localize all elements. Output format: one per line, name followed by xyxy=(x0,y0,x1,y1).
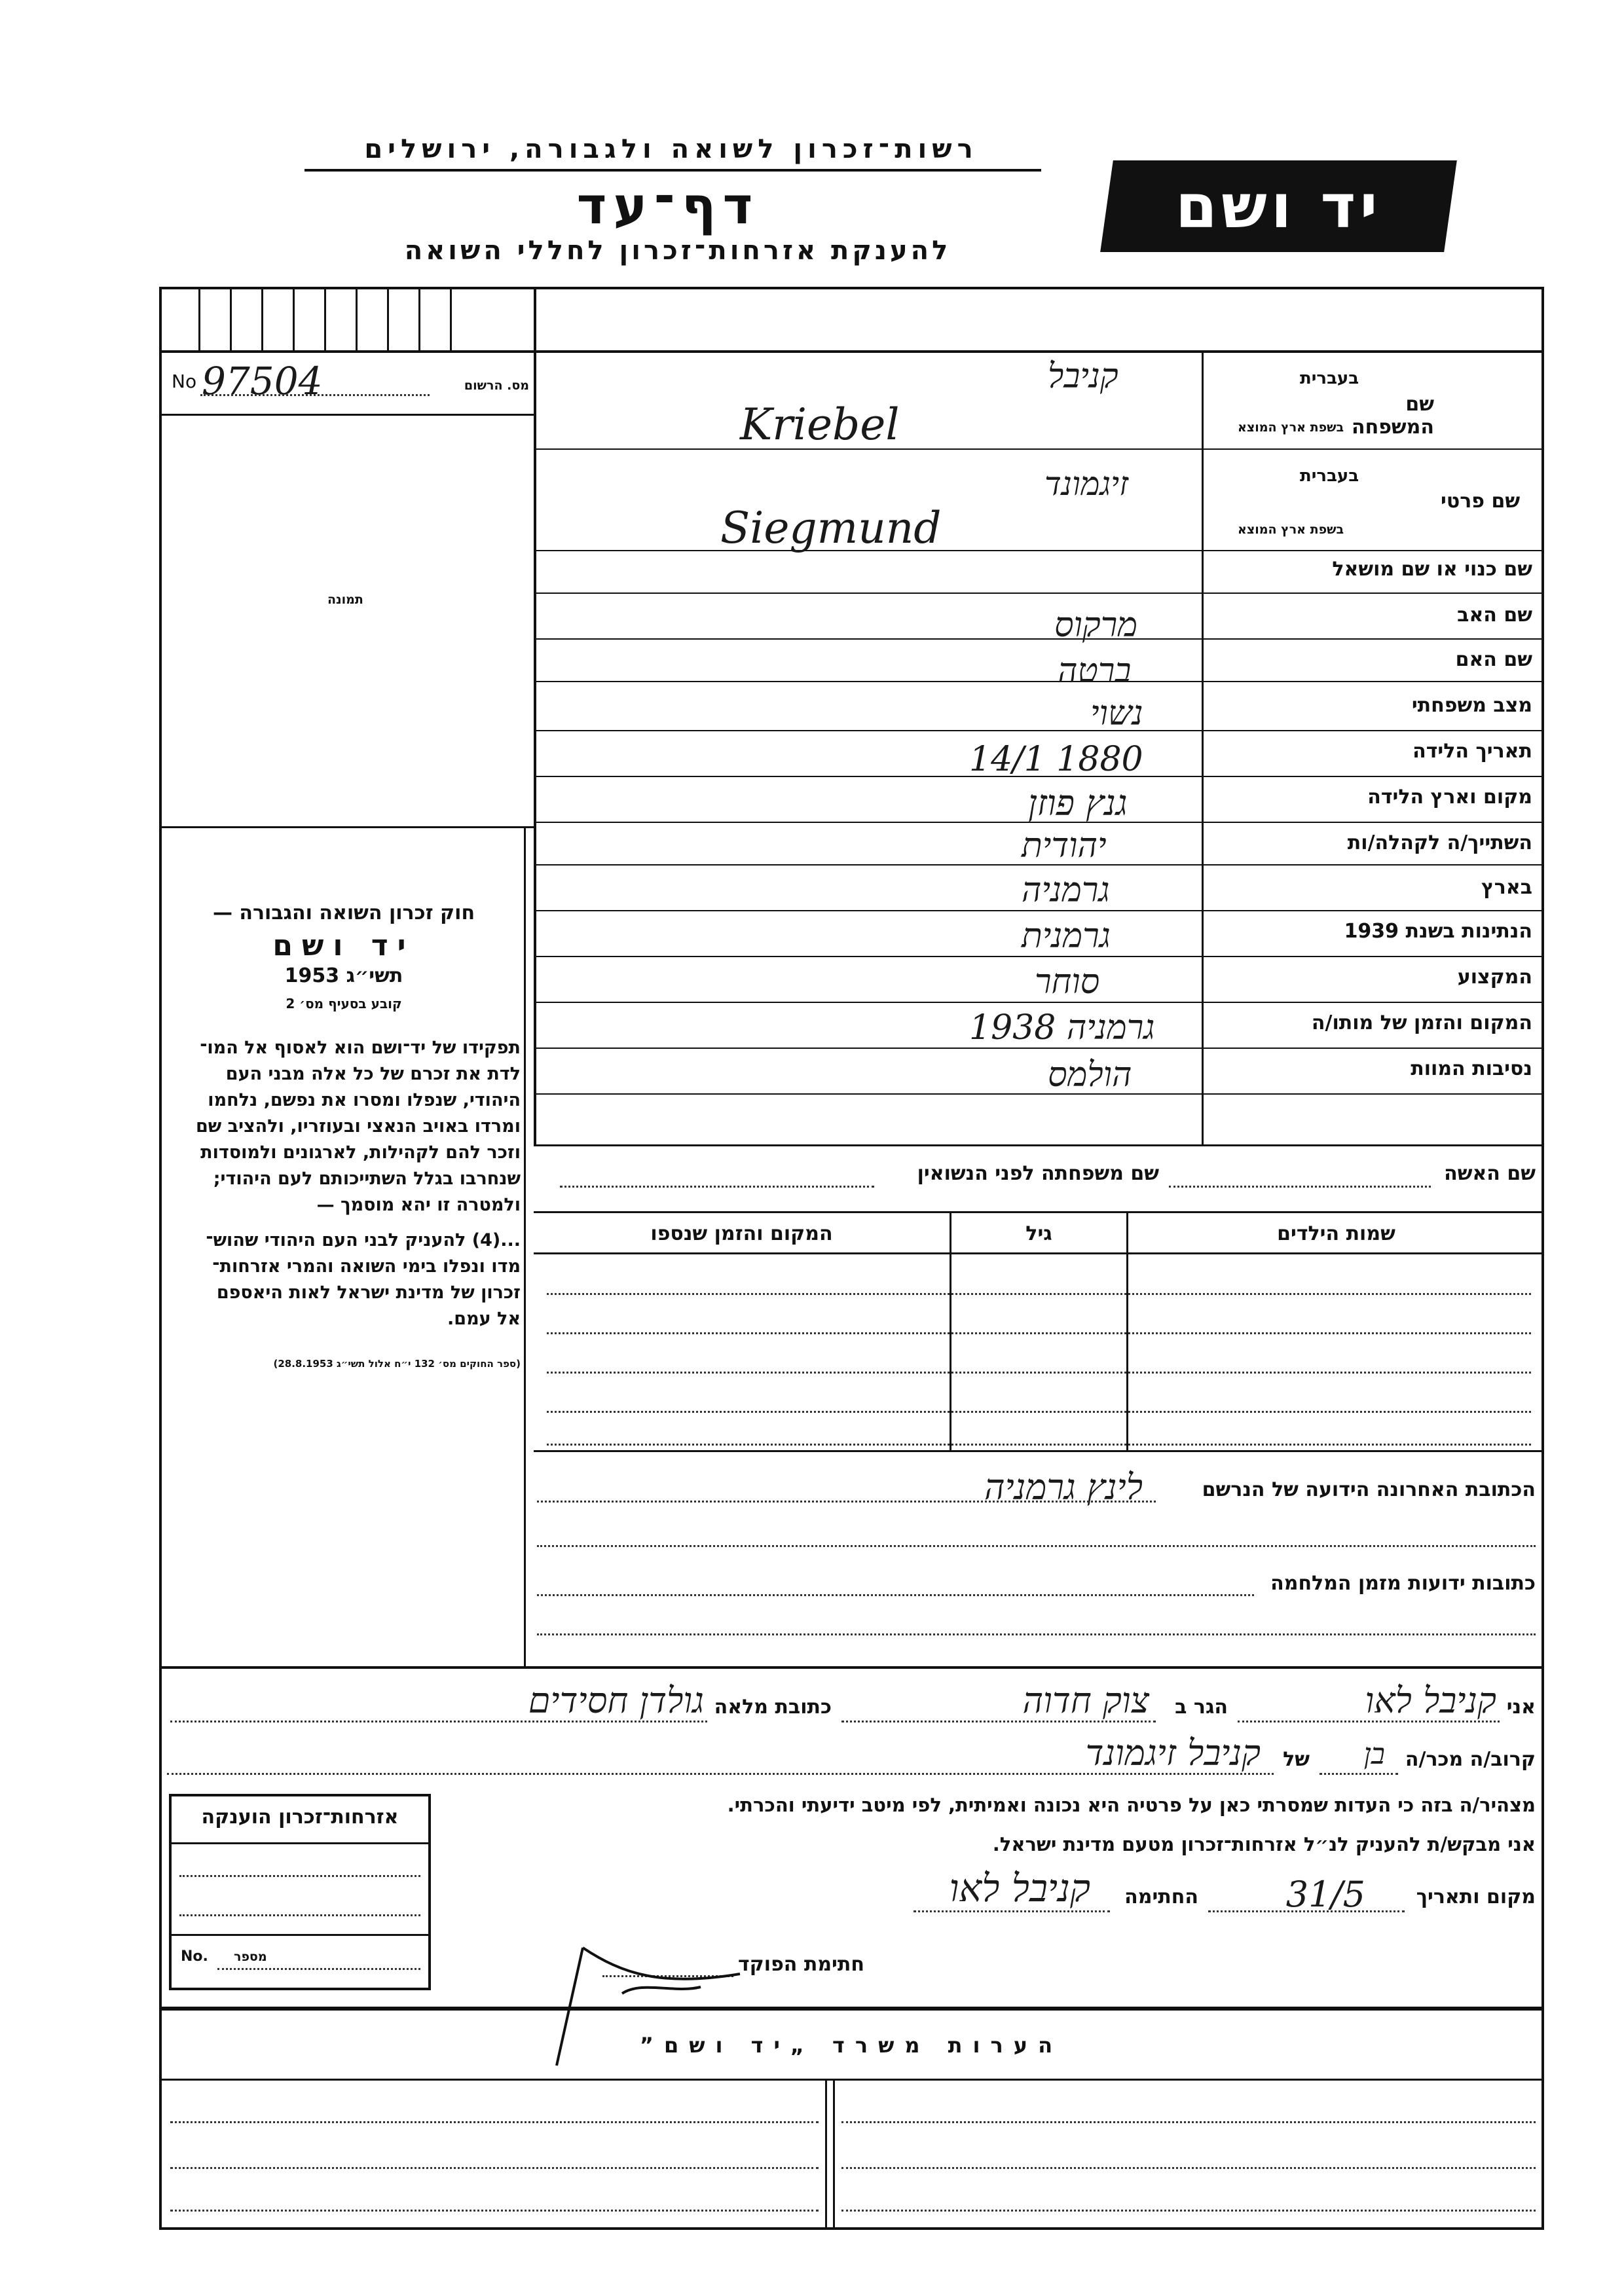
law-line: ומרדו באויב הנאצי ובעוזריו, ולהציב שם xyxy=(195,1116,521,1137)
profession-value: סוחר xyxy=(1035,962,1100,1002)
request-text: אני מבקש/ת להעניק לנ״ל אזרחות־זכרון מטעם מדינת ישראל. xyxy=(992,1833,1536,1855)
law-paragraph-1 xyxy=(167,1035,521,1218)
children-header-names: שמות הילדים xyxy=(1277,1222,1395,1245)
law-line: ...(4) להעניק לבני העם היהודי שהוש־ xyxy=(206,1230,521,1250)
photo-label: תמונה xyxy=(327,592,363,607)
children-table xyxy=(534,1213,1544,1450)
law-citation: (ספר החוקים מס׳ 132 י״ח אלול תשי״ג 28.8.1953) xyxy=(273,1358,521,1370)
birth-place-value: גנץ פוזן xyxy=(1028,782,1128,824)
war-address-label: כתובות ידועות מזמן המלחמה xyxy=(1270,1572,1536,1595)
law-line: תפקידו של יד־ושם הוא לאסוף אל המו־ xyxy=(200,1038,521,1058)
of-label: של xyxy=(1283,1748,1310,1771)
law-line: לדת את זכרם של כל אלה מבני העם xyxy=(225,1064,521,1084)
law-line: היהודי, שנפלו ומסרו את נפשם, נלחמו xyxy=(208,1090,521,1110)
country-value: גרמניה xyxy=(1022,871,1110,910)
children-header-place: המקום והזמן שנספו xyxy=(650,1222,833,1245)
war-address-row xyxy=(537,1568,1536,1607)
declarant-i-label: אני xyxy=(1506,1696,1536,1719)
death-cause-label: נסיבות המוות xyxy=(1411,1057,1532,1080)
first-name-hebrew-value: זיגמונד xyxy=(1044,465,1129,503)
first-name-hebrew-label: בעברית xyxy=(1300,466,1359,486)
mother-name-value: ברטה xyxy=(1058,651,1132,691)
nationality-value: גרמנית xyxy=(1022,917,1111,956)
wife-row xyxy=(544,1162,1536,1195)
birth-place-label: מקום וארץ הלידה xyxy=(1367,786,1532,809)
authority-underline xyxy=(304,169,1041,172)
law-paragraph-2 xyxy=(167,1228,521,1332)
page: רשות־זכרון לשואה ולגבורה, ירושלים דף־עד להענקת אזרחות־זכרון לחללי השואה יד ושם No 97504 מס. הרשום תמונה חוק זכרון השואה והגבורה — יד ושם תשי״ג 1953 קובע בסעיף מס׳ 2 תפקידו של יד־ושם הוא לאסוף אל המו־ לדת את זכרם של כל אלה מבני העם היהודי, שנפלו ומסרו את נפשם, נלחמו ומרדו באויב הנאצי ובעוזריו, ולהציב שם וזכר להם לקהילות, לארגונים ולמוסדות שנחרבו בגלל השתייכותם לעם היהודי; ולמטרה זו יהא מוסמך — ...(4) להעניק לבני העם היהודי שהוש־ מדו ונפלו בימי השואה והמרי אזרחות־ זכרון של מדינת ישראל לאות היאספם אל עמם. (ספר החוקים מס׳ 132 י״ח אלול תשי״ג 28.8.1953) שם המשפחה בעברית בשפת ארץ המוצא קניבל Kriebel שם פרטי בעברית בשפת ארץ המוצא זיגמונד Siegmund שם כנוי או שם מושאל שם האב מרקוס שם האם ברטה מצב משפחתי נשוי תאריך הלידה 14/1 1880 מקום וארץ הלידה גנץ פוזן השתייך/ה לקהלה/ות יהודית בארץ גרמניה הנתינות בשנת 1939 גרמנית המקצוע סוחר המקום והזמן של מותו/ה גרמניה 1938 נסיבות המוות הולמס שם האשה שם משפחתה לפני הנשואין שמות הילדים גיל המקום והזמן שנספו הכתובת האחרונה הידועה של הנרשם לינץ גרמניה כתובות ידועות מזמן המלחמה אני קניבל לאו הגר ב צוק חדוה כתובת מלאה גולדן חסידים קרוב/ה מכר/ה בן של קניבל זיגמונד מצהיר/ה בזה כי העדות שמסרתי כאן על פרטיה היא נכונה ואמיתית, לפי מיטב ידיעתי והכרתי. אני מבקש/ת להעניק לנ״ל אזרחות־זכרון מטעם מדינת ישראל. מקום ותאריך 31/5 החתימה קניבל לאו חתימת הפוקד אזרחות־זכרון הוענקה No. מספר הערות משרד „יד ושם” xyxy=(0,0,1624,2296)
first-name-label: שם פרטי xyxy=(1441,490,1521,513)
community-value: יהודית xyxy=(1022,826,1107,866)
law-name: יד ושם xyxy=(272,929,415,962)
declarant-row-3 xyxy=(563,1866,1536,1917)
declarant-address-value: גולדן חסידים xyxy=(528,1680,704,1721)
birth-date-value: 14/1 1880 xyxy=(969,740,1143,779)
wife-name-label: שם האשה xyxy=(1444,1162,1536,1185)
relative-value: בן xyxy=(1363,1738,1385,1771)
law-line: שנחרבו בגלל השתייכותם לעם היהודי; xyxy=(213,1169,521,1189)
nickname-label: שם כנוי או שם מושאל xyxy=(1332,558,1532,581)
of-value: קניבל זיגמונד xyxy=(1085,1732,1261,1774)
declarant-row-1 xyxy=(167,1680,1536,1728)
nationality-label: הנתינות בשנת 1939 xyxy=(1344,920,1532,943)
authority-title: רשות־זכרון לשואה ולגבורה, ירושלים xyxy=(364,134,978,164)
law-line: אל עמם. xyxy=(447,1309,521,1329)
declarant-name-value: קניבל לאו xyxy=(1365,1680,1496,1721)
signature-value: קניבל לאו xyxy=(949,1866,1090,1910)
father-name-value: מרקוס xyxy=(1054,606,1138,645)
registration-prefix: No xyxy=(172,371,197,392)
death-place-time-value: גרמניה 1938 xyxy=(969,1008,1155,1048)
granted-number-label: מספר xyxy=(234,1950,267,1964)
profession-label: המקצוע xyxy=(1457,966,1532,989)
declarant-resides-label: הגר ב xyxy=(1175,1696,1228,1719)
registration-label: מס. הרשום xyxy=(464,378,529,393)
signature-label: החתימה xyxy=(1124,1886,1198,1908)
family-name-hebrew-label: בעברית xyxy=(1300,369,1359,388)
registration-row xyxy=(169,359,529,403)
first-name-native-label: בשפת ארץ המוצא xyxy=(1238,522,1344,537)
last-address-row xyxy=(537,1467,1536,1512)
granted-title: אזרחות־זכרון הוענקה xyxy=(201,1806,399,1829)
yad-vashem-logo xyxy=(1100,160,1457,252)
form-subtitle: להענקת אזרחות־זכרון לחללי השואה xyxy=(404,236,951,266)
children-header-age: גיל xyxy=(1025,1222,1052,1245)
code-boxes xyxy=(159,287,534,350)
death-place-time-label: המקום והזמן של מותו/ה xyxy=(1311,1011,1532,1034)
law-line: וזכר להם לקהילות, לארגונים ולמוסדות xyxy=(200,1142,521,1163)
law-line: זכרון של מדינת ישראל לאות היאספם xyxy=(216,1283,521,1303)
country-label: בארץ xyxy=(1481,876,1532,899)
granted-no-label: No. xyxy=(181,1948,208,1965)
law-title: חוק זכרון השואה והגבורה — xyxy=(212,902,475,924)
father-name-label: שם האב xyxy=(1457,604,1532,627)
registration-number: 97504 xyxy=(202,359,323,403)
law-line: מדו ונפלו בימי השואה והמרי אזרחות־ xyxy=(212,1256,521,1277)
granted-box xyxy=(169,1794,431,1990)
declarant-address-label: כתובת מלאה xyxy=(714,1696,832,1719)
family-name-native-value: Kriebel xyxy=(740,399,900,450)
death-cause-value: הולמס xyxy=(1048,1055,1132,1095)
place-date-value: 31/5 xyxy=(1285,1874,1365,1915)
first-name-native-value: Siegmund xyxy=(720,503,942,553)
relative-label: קרוב/ה מכר/ה xyxy=(1405,1748,1536,1771)
marital-status-label: מצב משפחתי xyxy=(1411,694,1532,717)
officer-signature-label: חתימת הפוקד xyxy=(738,1953,864,1976)
declarant-resides-value: צוק חדוה xyxy=(1022,1680,1149,1721)
office-notes-title: הערות משרד „יד ושם” xyxy=(639,2033,1063,2058)
mother-name-label: שם האם xyxy=(1455,648,1532,671)
declarant-row-2 xyxy=(167,1732,1536,1781)
family-name-native-label: בשפת ארץ המוצא xyxy=(1238,420,1344,435)
birth-date-label: תאריך הלידה xyxy=(1412,740,1532,763)
form-title: דף־עד xyxy=(576,177,760,236)
law-line: ולמטרה זו יהא מוסמך — xyxy=(316,1195,521,1215)
last-address-label: הכתובת האחרונה הידועה של הנרשם xyxy=(1202,1478,1536,1501)
declaration-text: מצהיר/ה בזה כי העדות שמסרתי כאן על פרטיה היא נכונה ואמיתית, לפי מיטב ידיעתי והכרתי. xyxy=(727,1794,1536,1816)
law-clause: קובע בסעיף מס׳ 2 xyxy=(286,996,402,1011)
marital-status-value: נשוי xyxy=(1090,694,1143,733)
wife-maiden-label: שם משפחתה לפני הנשואין xyxy=(917,1162,1159,1185)
place-date-label: מקום ותאריך xyxy=(1416,1886,1536,1908)
logo-text: יד ושם xyxy=(1175,171,1382,242)
law-year: תשי״ג 1953 xyxy=(284,964,403,987)
community-label: השתייך/ה לקהלה/ות xyxy=(1347,831,1532,854)
law-text xyxy=(167,900,521,1377)
last-address-value: לינץ גרמניה xyxy=(984,1467,1143,1508)
family-name-hebrew-value: קניבל xyxy=(1048,357,1118,396)
